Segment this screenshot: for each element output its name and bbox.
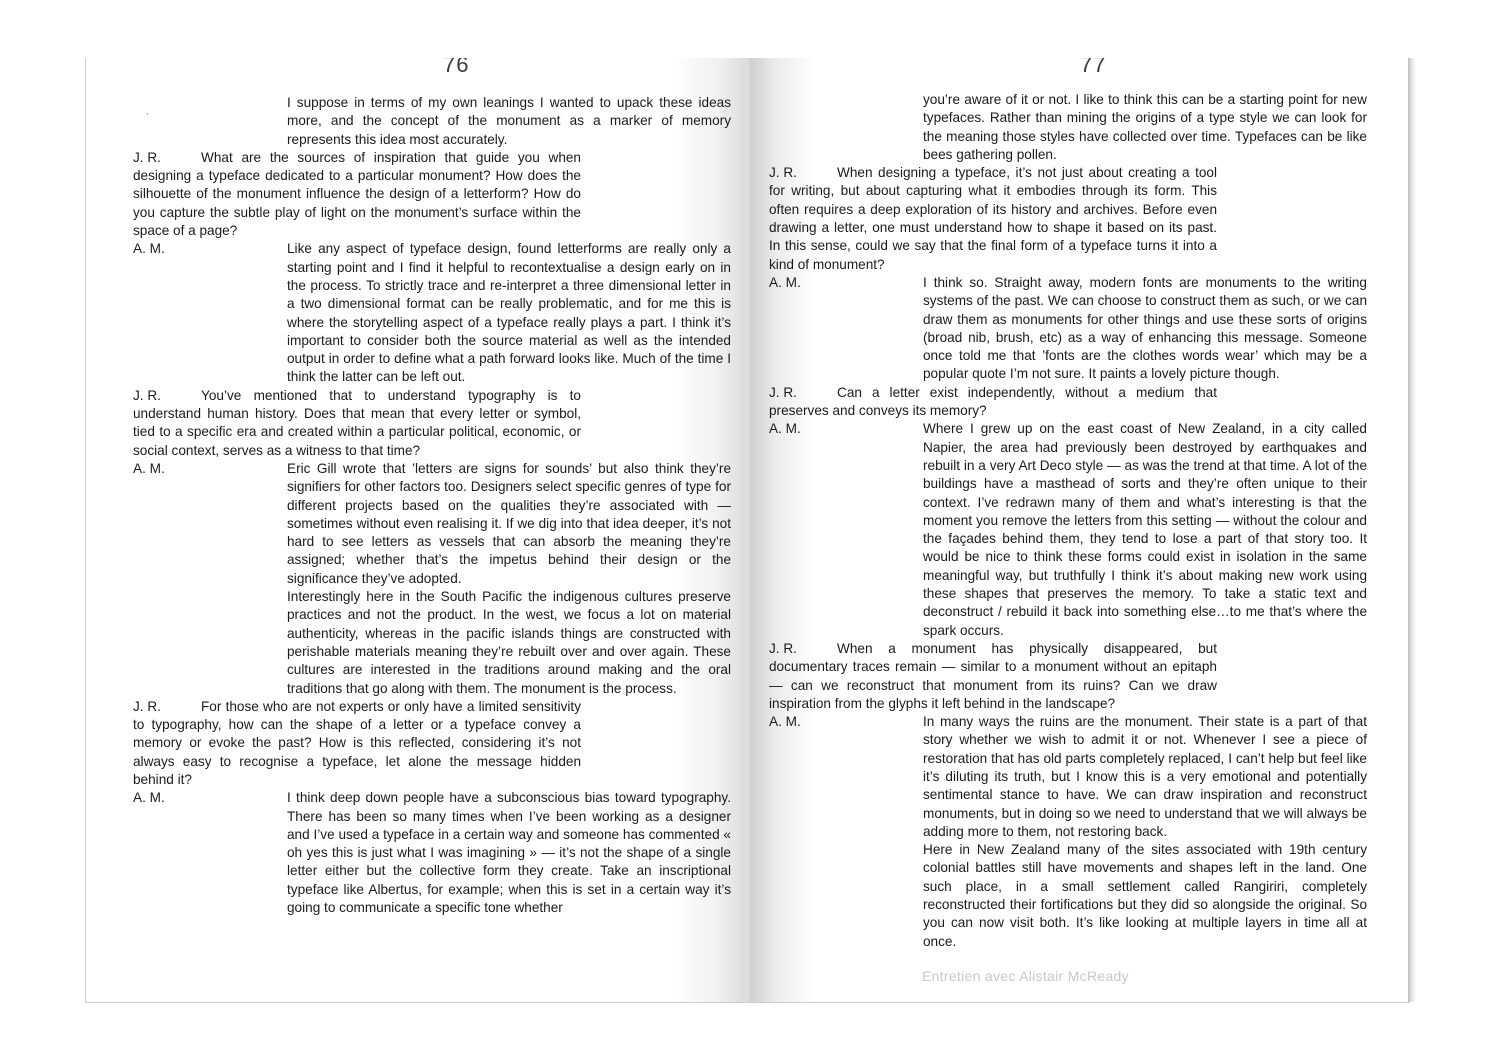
question-block <box>769 640 1217 713</box>
question-text: What are the sources of inspiration that guide you when designing a typeface dedicated to a particular monument? How does the silhouette of the monument influence the design of a letterform? How do you capture the subtle play of light on the monument’s surface within the space of a page? <box>133 149 581 239</box>
pencil-mark: ’ <box>146 112 149 123</box>
question-text: When designing a typeface, it’s not just about creating a tool for writing, but about capturing what it embodies through its form. This often requires a deep exploration of its history and archives. Before even drawing a letter, one must understand how to shape it based on its past. In this sense, could we say that the final form of a typeface turns it into a kind of monument? <box>769 165 1217 272</box>
speaker-label: J. R. <box>769 165 797 181</box>
question-text: For those who are not experts or only have a limited sensitivity to typography, how can the shape of a letter or a typeface convey a memory or evoke the past? How is this reflected, considering it’s not always easy to recognise a typeface, let alone the message hidden behind it? <box>133 698 581 787</box>
answer-block <box>133 789 731 917</box>
interview-text <box>133 94 731 917</box>
question-block <box>133 387 581 460</box>
page-number: 77 <box>1080 58 1107 77</box>
speaker-label: J. R. <box>133 698 161 714</box>
answer-block <box>769 274 1367 384</box>
speaker-label: A. M. <box>769 421 801 437</box>
speaker-label: J. R. <box>133 387 161 403</box>
question-block <box>769 384 1217 421</box>
answer-block <box>769 420 1367 640</box>
answer-paragraph: I think so. Straight away, modern fonts are monuments to the writing systems of the past. We can choose to construct them as such, or we can draw them as monuments for other things and use these sorts of origins (broad nib, brush, etc) as a way of enhancing this message. Someone once told me that ’fonts are the clothes words wear’ which may be a popular quote I’m not sure. It paints a lovely picture though. <box>923 274 1367 382</box>
answer-paragraph: Here in New Zealand many of the sites associated with 19th century colonial battles still have movements and shapes left in the land. One such place, in a small settlement called Rangiriri, completely reconstructed their fortifications but they did so alongside the original. So you can now visit both. It’s like looking at multiple layers in time all at once. <box>923 842 1367 949</box>
answer-paragraph: Eric Gill wrote that ’letters are signs for sounds’ but also think they’re signifiers for other factors too. Designers select specific genres of type for different projects based on the qualities they’re associated with — sometimes without even realising it. If we dig into that idea deeper, it’s not hard to see letters as vessels that can absorb the meaning they’re assigned; whether that’s the impetus behind their design or the significance they’ve adopted. <box>287 460 731 586</box>
answer-block <box>133 240 731 386</box>
answer-block <box>769 713 1367 951</box>
speaker-label: J. R. <box>133 149 161 165</box>
answer-paragraph: Where I grew up on the east coast of New Zealand, in a city called Napier, the area had previously been destroyed by earthquakes and rebuilt in a very Art Deco style — as was the trend at that time. A lot of the buildings have a masthead of sorts and they’re often unique to their context. I’ve redrawn many of them and what’s interesting is that the moment you remove the letters from this setting — without the colour and the façades behind them, they tend to lose a part of that story too. It would be nice to think these forms could exist in isolation in the same meaningful way, but truthfully I think it’s about making new work using these shapes that preserves the memory. To take a static text and deconstruct / rebuild it back into something else…to me that’s where the spark occurs. <box>923 421 1367 638</box>
speaker-label: A. M. <box>133 241 165 257</box>
question-text: Can a letter exist independently, without a medium that preserves and conveys its memory? <box>769 384 1217 419</box>
answer-block <box>133 460 731 698</box>
speaker-label: A. M. <box>769 714 801 730</box>
answer-paragraph: Like any aspect of typeface design, found letterforms are really only a starting point and I find it helpful to recontextualise a design early on in the process. To strictly trace and re-interpret a three dimensional letter in a two dimensional format can be really problematic, and for me this is where the storytelling aspect of a typeface really plays a part. I think it’s important to consider both the source material as well as the intended output in order to define what a path forward looks like. Much of the time I think the latter can be left out. <box>287 241 731 385</box>
running-footer: Entretien avec Alistair McReady <box>922 968 1129 984</box>
question-text: When a monument has physically disappeared, but documentary traces remain — similar to a monument without an epitaph — can we reconstruct that monument from its ruins? Can we draw inspiration from the glyphs it left behind in the landscape? <box>769 640 1217 711</box>
intro-paragraph: I suppose in terms of my own leanings I wanted to upack these ideas more, and the concept of the monument as a marker of memory represents this idea most accurately. <box>287 95 731 147</box>
answer-paragraph: In many ways the ruins are the monument. Their state is a part of that story whether we wish to admit it or not. Whenever I see a piece of restoration that has old parts completely replaced, I can’t help but feel like it’s diluting its truth, but I know this is a very emotional and potentially sentimental stance to have. We can draw inspiration and reconstruct monuments, but in doing so we need to understand that we will always be adding more to them, not restoring back. <box>923 714 1367 839</box>
speaker-label: J. R. <box>769 640 797 656</box>
interview-text <box>769 91 1367 951</box>
answer-paragraph: I think deep down people have a subconscious bias toward typography. There has been so many times when I’ve been working as a designer and I’ve used a typeface in a certain way and someone has commented « oh yes this is just what I was imagining » — it’s not the shape of a single letter either but the collective form they create. Take an inscriptional typeface like Albertus, for example; when this is set in a certain way it’s going to communicate a specific tone whether <box>287 790 731 916</box>
intro-paragraph: you’re aware of it or not. I like to think this can be a starting point for new typefaces. Rather than mining the origins of a type style we can look for the meaning those styles have collected over time. Typefaces can be like bees gathering pollen. <box>923 92 1367 162</box>
speaker-label: A. M. <box>133 790 165 806</box>
question-block <box>133 149 581 240</box>
page-number: 76 <box>443 58 470 77</box>
page-edge <box>1408 58 1415 1002</box>
question-block <box>133 698 581 789</box>
speaker-label: A. M. <box>769 274 801 290</box>
question-block <box>769 164 1217 274</box>
left-page <box>85 58 751 1003</box>
speaker-label: A. M. <box>133 460 165 476</box>
right-page <box>750 58 1410 1003</box>
question-text: You’ve mentioned that to understand typography is to understand human history. Does that mean that every letter or symbol, tied to a specific era and created within a particular political, economic, or social context, serves as a witness to that time? <box>133 387 581 458</box>
answer-paragraph: Interestingly here in the South Pacific the indigenous cultures preserve practices and not the product. In the west, we focus a lot on material authenticity, whereas in the pacific islands things are constructed with perishable materials meaning they’re rebuilt over and over again. These cultures are interested in the traditions around making and the oral traditions that go along with them. The monument is the process. <box>287 589 731 696</box>
speaker-label: J. R. <box>769 384 797 400</box>
